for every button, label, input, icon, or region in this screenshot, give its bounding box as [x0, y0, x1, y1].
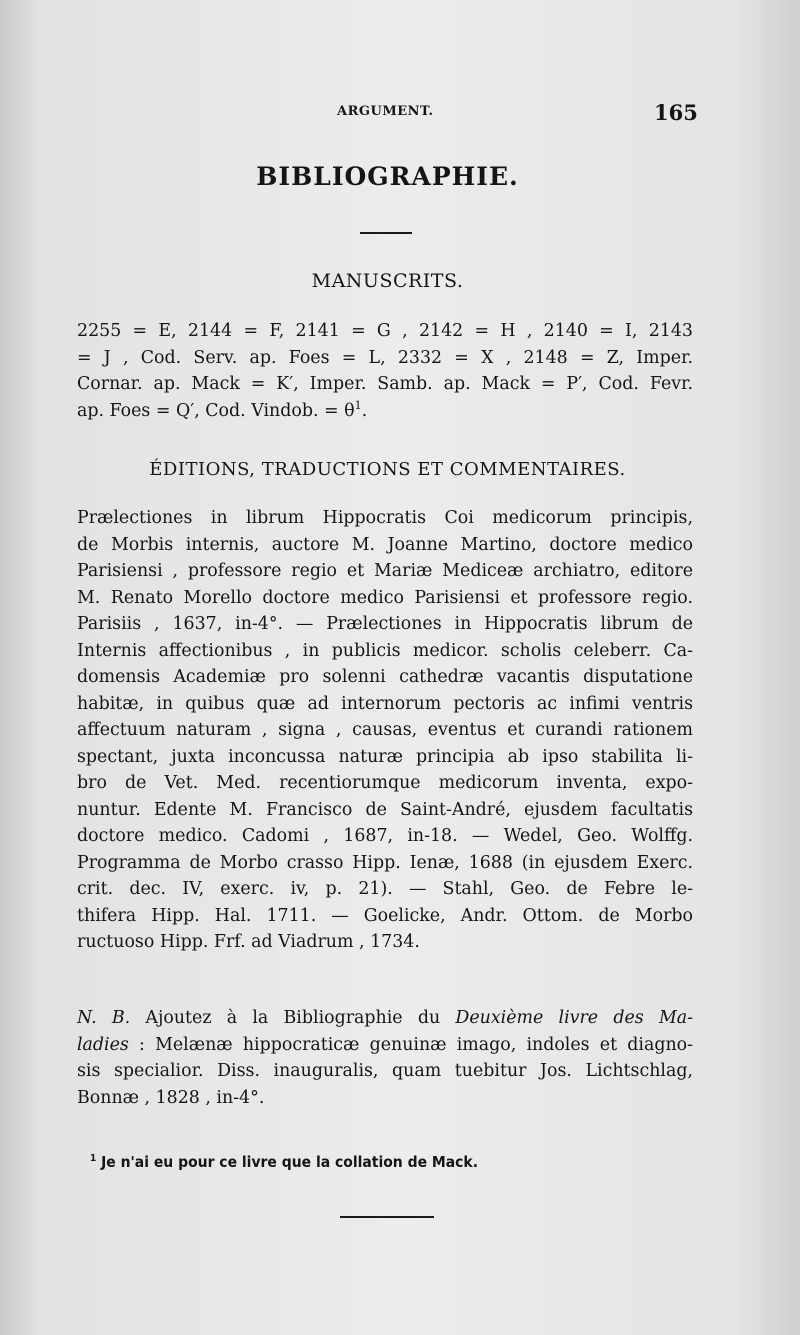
editions-line: nuntur. Edente M. Francisco de Saint-André, ejusdem facultatis: [77, 799, 693, 820]
footnote-text: Je n'ai eu pour ce livre que la collation de Mack.: [96, 1153, 479, 1172]
editions-line: domensis Academiæ pro solenni cathedræ vacantis disputatione: [77, 667, 693, 687]
manuscrits-line-last: ap. Foes = Q′, Cod. Vindob. = $\theta^1$.: [77, 398, 368, 421]
editions-line: spectant, juxta inconcussa naturæ principia ab ipso stabilita li-: [77, 746, 693, 767]
editions-line: Internis affectionibus , in publicis medicor. scholis celeberr. Ca-: [77, 640, 693, 661]
editions-line: Prælectiones in librum Hippocratis Coi medicorum principis,: [77, 508, 693, 528]
nota-bene-line: sis specialior. Diss. inauguralis, quam tuebitur Jos. Lichtschlag,: [77, 1061, 693, 1081]
editions-heading: ÉDITIONS, TRADUCTIONS ET COMMENTAIRES.: [149, 459, 626, 480]
manuscrits-heading: MANUSCRITS.: [311, 270, 464, 292]
page-title: BIBLIOGRAPHIE.: [256, 162, 519, 191]
editions-line: Parisiensi , professore regio et Mariæ Mediceæ archiatro, editore: [77, 561, 693, 581]
title-divider: [360, 232, 412, 234]
nota-bene-line: [77, 1032, 693, 1059]
running-head: [0, 102, 800, 126]
footnote-marker: 1: [90, 1153, 97, 1164]
nota-bene-book-title-end: ladies: [77, 1034, 129, 1055]
editions-line: ructuoso Hipp. Frf. ad Viadrum , 1734.: [77, 932, 420, 952]
nota-bene-paragraph: [77, 1005, 693, 1111]
footnote: [90, 1153, 478, 1171]
nota-bene-label: N. B.: [77, 1008, 131, 1028]
editions-line: crit. dec. IV, exerc. iv, p. 21). — Stahl, Geo. de Febre le-: [77, 879, 693, 899]
nota-bene-line: [77, 1005, 693, 1032]
editions-line: bro de Vet. Med. recentiorumque medicorum inventa, expo-: [77, 773, 693, 793]
manuscrits-line: = J , Cod. Serv. ap. Foes = L, 2332 = X , 2148 = Z, Imper.: [77, 347, 693, 368]
manuscrits-line-text: ap. Foes = Q′, Cod. Vindob. = θ: [77, 400, 355, 421]
page-number: 165: [654, 100, 698, 125]
page-end-divider: [340, 1216, 434, 1218]
editions-line: affectuum naturam , signa , causas, eventus et curandi rationem: [77, 720, 693, 740]
editions-line: habitæ, in quibus quæ ad internorum pectoris ac infimi ventris: [77, 693, 693, 714]
running-title: ARGUMENT.: [337, 104, 434, 119]
footnote-reference: 1: [354, 398, 362, 412]
nota-bene-book-title: Deuxième livre des Ma-: [455, 1008, 693, 1028]
editions-line: M. Renato Morello doctore medico Parisiensi et professore regio.: [77, 587, 693, 608]
nota-bene-text: : Melænæ hippocraticæ genuinæ imago, indoles et diagno-: [128, 1034, 693, 1055]
editions-line: thifera Hipp. Hal. 1711. — Goelicke, Andr. Ottom. de Morbo: [77, 905, 693, 926]
manuscrits-line: 2255 = E, 2144 = F, 2141 = G , 2142 = H , 2140 = I, 2143: [77, 321, 693, 341]
editions-line: Programma de Morbo crasso Hipp. Ienæ, 1688 (in ejusdem Exerc.: [77, 852, 693, 873]
nota-bene-intro: Ajoutez à la Bibliographie du: [130, 1008, 456, 1028]
manuscrits-line: Cornar. ap. Mack = K′, Imper. Samb. ap. Mack = P′, Cod. Fevr.: [77, 374, 693, 394]
editions-line: de Morbis internis, auctore M. Joanne Martino, doctore medico: [77, 534, 693, 555]
manuscrits-list: [77, 318, 693, 424]
editions-paragraph: [77, 505, 693, 956]
nota-bene-line: Bonnæ , 1828 , in-4°.: [77, 1087, 265, 1108]
editions-line: doctore medico. Cadomi , 1687, in-18. — Wedel, Geo. Wolffg.: [77, 826, 693, 846]
editions-line: Parisiis , 1637, in-4°. — Prælectiones in Hippocratis librum de: [77, 614, 693, 634]
